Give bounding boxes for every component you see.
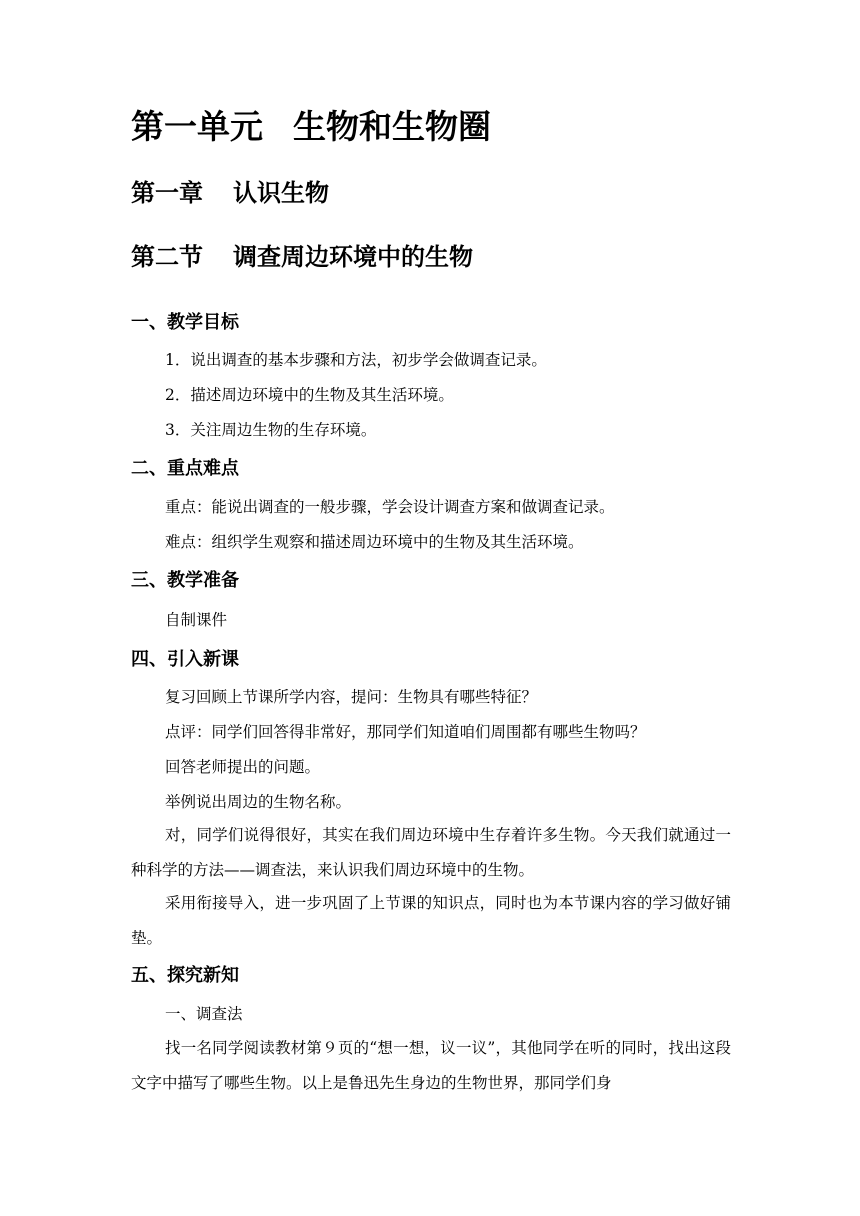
- new-knowledge-heading: 五、探究新知: [131, 965, 239, 986]
- unit-label: 第一单元: [131, 107, 263, 146]
- objectives-heading: 一、教学目标: [131, 312, 239, 333]
- difficulty-item: 难点：组织学生观察和描述周边环境中的生物及其生活环境。: [165, 533, 584, 551]
- chapter-label: 第一章: [131, 179, 203, 207]
- unit-name: 生物和生物圈: [293, 107, 491, 146]
- objective-item: 2．描述周边环境中的生物及其生活环境。: [165, 386, 454, 404]
- introduction-paragraph: 复习回顾上节课所学内容，提问：生物具有哪些特征？: [165, 688, 538, 706]
- key-points-heading: 二、重点难点: [131, 458, 239, 479]
- new-knowledge-paragraph: 找一名同学阅读教材第９页的“想一想，议一议”，其他同学在听的同时，找出这段文字中描写了哪些生物。以上是鲁迅先生身边的生物世界，那同学们身: [131, 1039, 731, 1092]
- introduction-paragraph: 采用衔接导入，进一步巩固了上节课的知识点，同时也为本节课内容的学习做好铺垫。: [131, 894, 731, 947]
- key-point-item: 重点：能说出调查的一般步骤，学会设计调查方案和做调查记录。: [165, 498, 615, 516]
- introduction-paragraph: 点评：同学们回答得非常好，那同学们知道咱们周围都有哪些生物吗？: [165, 723, 646, 741]
- section-name: 调查周边环境中的生物: [233, 243, 473, 271]
- objective-item: 3．关注周边生物的生存环境。: [165, 421, 377, 439]
- subsection-heading: 一、调查法: [165, 1005, 243, 1023]
- section-title: [131, 240, 473, 274]
- section-label: 第二节: [131, 243, 203, 271]
- introduction-paragraph: 举例说出周边的生物名称。: [165, 793, 352, 811]
- introduction-paragraph: 对，同学们说得很好，其实在我们周边环境中生存着许多生物。今天我们就通过一种科学的方法——调查法，来认识我们周边环境中的生物。: [131, 826, 731, 879]
- preparation-item: 自制课件: [165, 611, 228, 629]
- introduction-paragraph: 回答老师提出的问题。: [165, 758, 321, 776]
- introduction-heading: 四、引入新课: [131, 649, 239, 670]
- unit-title: [131, 104, 491, 150]
- objective-item: 1．说出调查的基本步骤和方法，初步学会做调查记录。: [165, 351, 547, 369]
- chapter-title: [131, 176, 329, 210]
- chapter-name: 认识生物: [233, 179, 329, 207]
- preparation-heading: 三、教学准备: [131, 570, 239, 591]
